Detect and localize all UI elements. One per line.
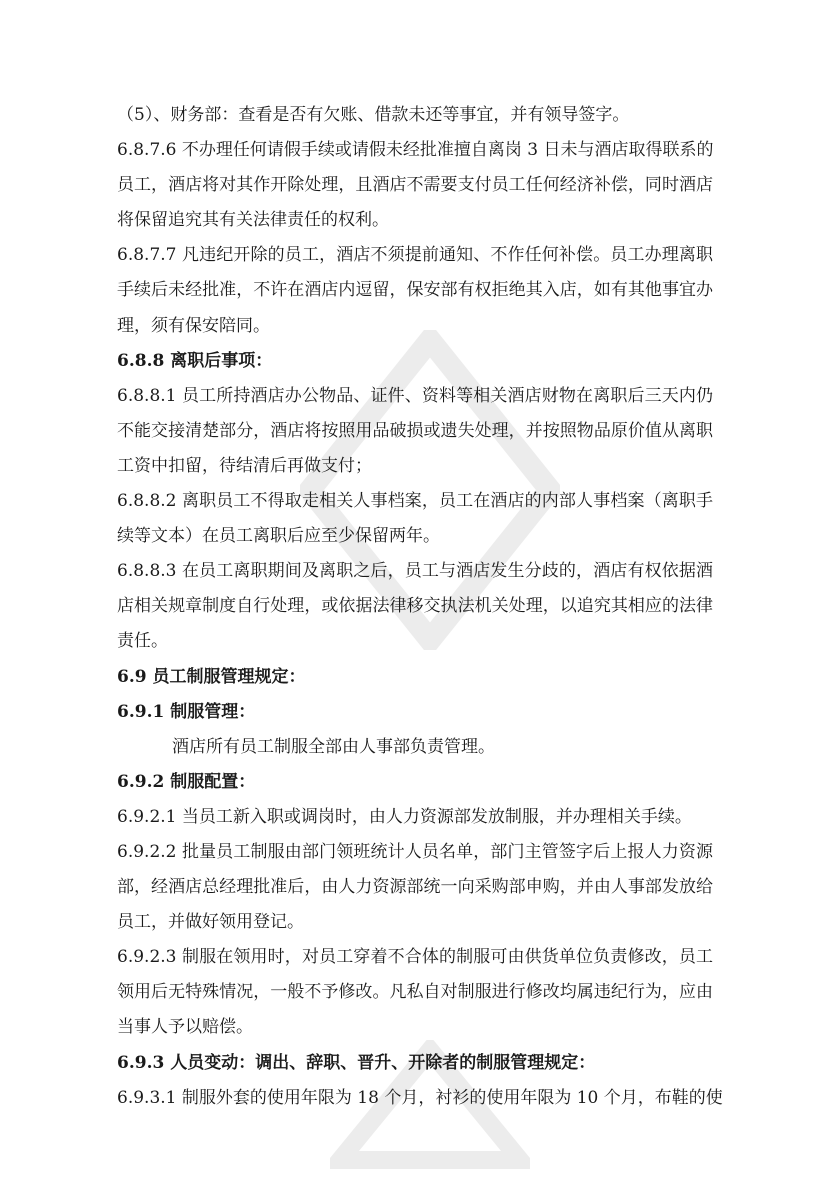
text-line: 工资中扣留，待结清后再做支付；: [117, 455, 372, 476]
text-line: 店相关规章制度自行处理，或依据法律移交执法机关处理，以追究其相应的法律: [117, 596, 713, 617]
section-heading: [117, 1046, 713, 1081]
text-line: 6.8.7.7 凡违纪开除的员工，酒店不须提前通知、不作任何补偿。员工办理离职: [117, 245, 713, 266]
text-line: 6.9 员工制服管理规定：: [117, 666, 306, 687]
text-line: 手续后未经批准，不许在酒店内逗留，保安部有权拒绝其入店，如有其他事宜办: [117, 280, 713, 301]
text-line: 6.9.3 人员变动：调出、辞职、晋升、开除者的制服管理规定：: [117, 1052, 596, 1073]
text-line: 理，须有保安陪同。: [117, 315, 270, 336]
text-line: 续等文本）在员工离职后应至少保留两年。: [117, 526, 440, 547]
paragraph: [117, 98, 713, 133]
text-line: 6.9.2 制服配置：: [117, 771, 256, 792]
paragraph: [117, 1081, 723, 1116]
text-line: 部，经酒店总经理批准后，由人力资源部统一向采购部申购，并由人事部发放给: [117, 877, 713, 898]
paragraph: [117, 379, 713, 484]
text-line: 员工，并做好领用登记。: [117, 912, 304, 933]
text-line: 当事人予以赔偿。: [117, 1017, 253, 1038]
text-line: 6.8.8 离职后事项：: [117, 350, 273, 371]
document-body: [117, 98, 723, 1116]
text-line: 6.8.8.2 离职员工不得取走相关人事档案，员工在酒店的内部人事档案（离职手: [117, 491, 713, 512]
section-heading: [117, 660, 713, 695]
section-heading: [117, 344, 713, 379]
section-heading: [117, 695, 713, 730]
text-line: 6.8.7.6 不办理任何请假手续或请假未经批准擅自离岗 3 日未与酒店取得联系的: [117, 140, 714, 161]
text-line: 责任。: [117, 631, 168, 652]
text-line: 不能交接清楚部分，酒店将按照用品破损或遗失处理，并按照物品原价值从离职: [117, 420, 713, 441]
text-line: 领用后无特殊情况，一般不予修改。凡私自对制服进行修改均属违纪行为，应由: [117, 982, 713, 1003]
paragraph: [117, 484, 713, 554]
paragraph: [117, 835, 713, 940]
paragraph: [117, 800, 713, 835]
text-line: （5）、财务部：查看是否有欠账、借款未还等事宜，并有领导签字。: [117, 105, 630, 125]
text-line: 6.9.2.2 批量员工制服由部门领班统计人员名单，部门主管签字后上报人力资源: [117, 841, 713, 862]
paragraph: [117, 133, 713, 238]
section-heading: [117, 765, 713, 800]
paragraph: [117, 554, 713, 659]
text-line: 6.9.2.3 制服在领用时，对员工穿着不合体的制服可由供货单位负责修改，员工: [117, 947, 713, 968]
text-line: 6.9.2.1 当员工新入职或调岗时，由人力资源部发放制服，并办理相关手续。: [117, 806, 692, 827]
text-line: 6.9.1 制服管理：: [117, 701, 256, 722]
text-line: 酒店所有员工制服全部由人事部负责管理。: [172, 736, 495, 757]
text-line: 员工，酒店将对其作开除处理，且酒店不需要支付员工任何经济补偿，同时酒店: [117, 175, 713, 196]
paragraph: [117, 940, 713, 1045]
paragraph: [117, 730, 713, 765]
text-line: 6.8.8.1 员工所持酒店办公物品、证件、资料等相关酒店财物在离职后三天内仍: [117, 385, 713, 406]
text-line: 6.9.3.1 制服外套的使用年限为 18 个月，衬衫的使用年限为 10 个月，布鞋的使: [117, 1087, 723, 1108]
text-line: 将保留追究其有关法律责任的权利。: [117, 210, 389, 231]
text-line: 6.8.8.3 在员工离职期间及离职之后，员工与酒店发生分歧的，酒店有权依据酒: [117, 561, 713, 582]
paragraph: [117, 238, 713, 343]
